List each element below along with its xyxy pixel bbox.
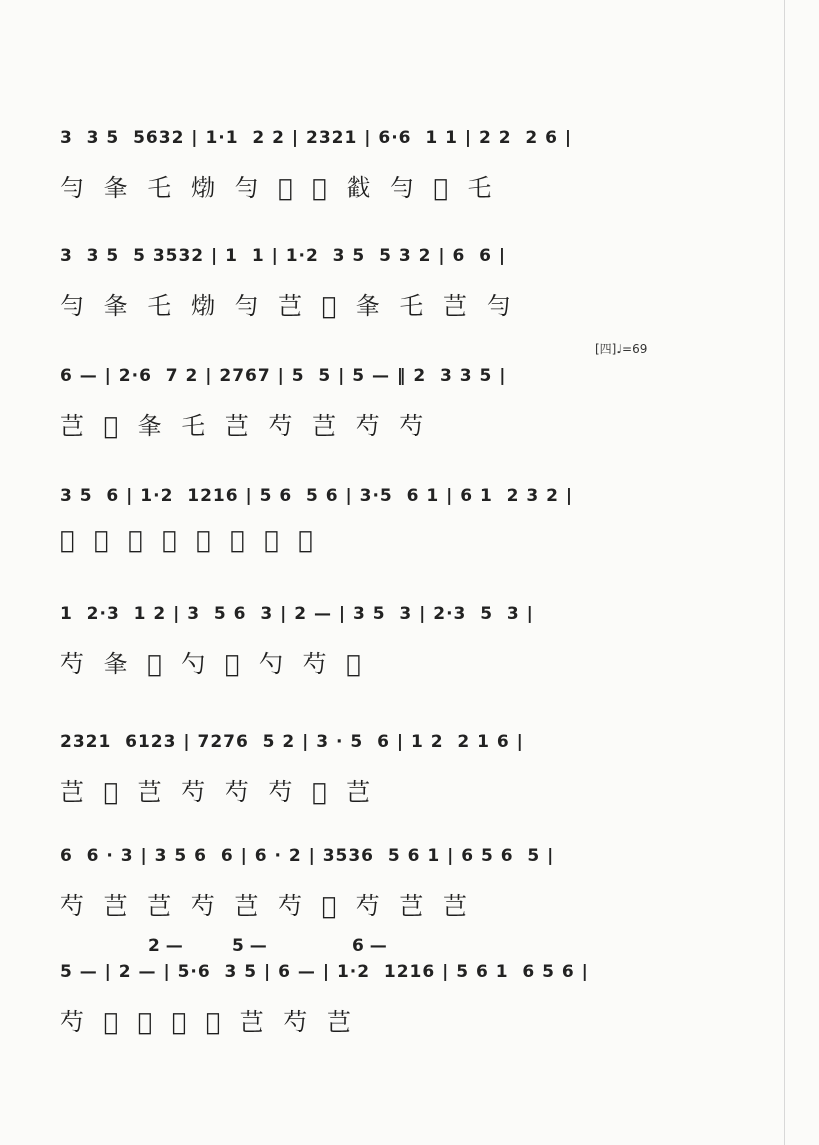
tempo-marking: [四]♩=69 <box>595 342 648 356</box>
jianzi-line: 芍 夆 𦭘 勺 𦭘 勺 芍 𦭘 <box>60 650 367 678</box>
jianzi-line: 芍 芑 芑 芍 芑 芍 𦭘 芍 芑 芑 <box>60 892 474 920</box>
jianzi-line: 勻 夆 乇 𤊹 勻 𦭘 𦭘 𢧵 勻 𦭘 乇 <box>60 174 498 202</box>
jianzi-line: 芑 𦭘 芑 芍 芍 芍 𦭘 芑 <box>60 778 377 806</box>
jianpu-line: 3 5 6 | 1·2 1216 | 5 6 5 6 | 3·5 6 1 | 6 1 2 3 2 | <box>60 486 574 506</box>
jianpu-line: 3 3 5 5632 | 1·1 2 2 | 2321 | 6·6 1 1 | 2 2 2 6 | <box>60 128 573 148</box>
jianpu-line: 3 3 5 5 3532 | 1 1 | 1·2 3 5 5 3 2 | 6 6 | <box>60 246 507 266</box>
page-edge <box>784 0 785 1145</box>
jianpu-line: 2321 6123 | 7276 5 2 | 3 · 5 6 | 1 2 2 1 6 | <box>60 732 524 752</box>
jianpu-line: 1 2·3 1 2 | 3 5 6 3 | 2 — | 3 5 3 | 2·3 5 3 | <box>60 604 534 624</box>
jianzi-line: 勻 夆 乇 𤊹 勻 芑 𦭘 夆 乇 芑 勻 <box>60 292 517 320</box>
jianzi-line: 芍 𦭘 𦭘 𦭘 𦭘 芑 芍 芑 <box>60 1008 358 1036</box>
stacked-note-3: 6 — <box>352 936 387 956</box>
jianzi-line: 𦭘 芍 𦭘 芑 冩 𦭘 冩 芍 <box>60 526 319 554</box>
stacked-note-2: 5 — <box>232 936 267 956</box>
jianpu-line: 6 — | 2·6 7 2 | 2767 | 5 5 | 5 — ‖ 2 3 3 5 | <box>60 366 507 386</box>
stacked-note-1: 2 — <box>148 936 183 956</box>
jianpu-line: 6 6 · 3 | 3 5 6 6 | 6 · 2 | 3536 5 6 1 | 6 5 6 5 | <box>60 846 555 866</box>
jianzi-line: 芑 𦭘 夆 乇 芑 芍 芑 芍 芍 <box>60 412 430 440</box>
jianpu-line: 5 — | 2 — | 5·6 3 5 | 6 — | 1·2 1216 | 5 6 1 6 5 6 | <box>60 962 589 982</box>
